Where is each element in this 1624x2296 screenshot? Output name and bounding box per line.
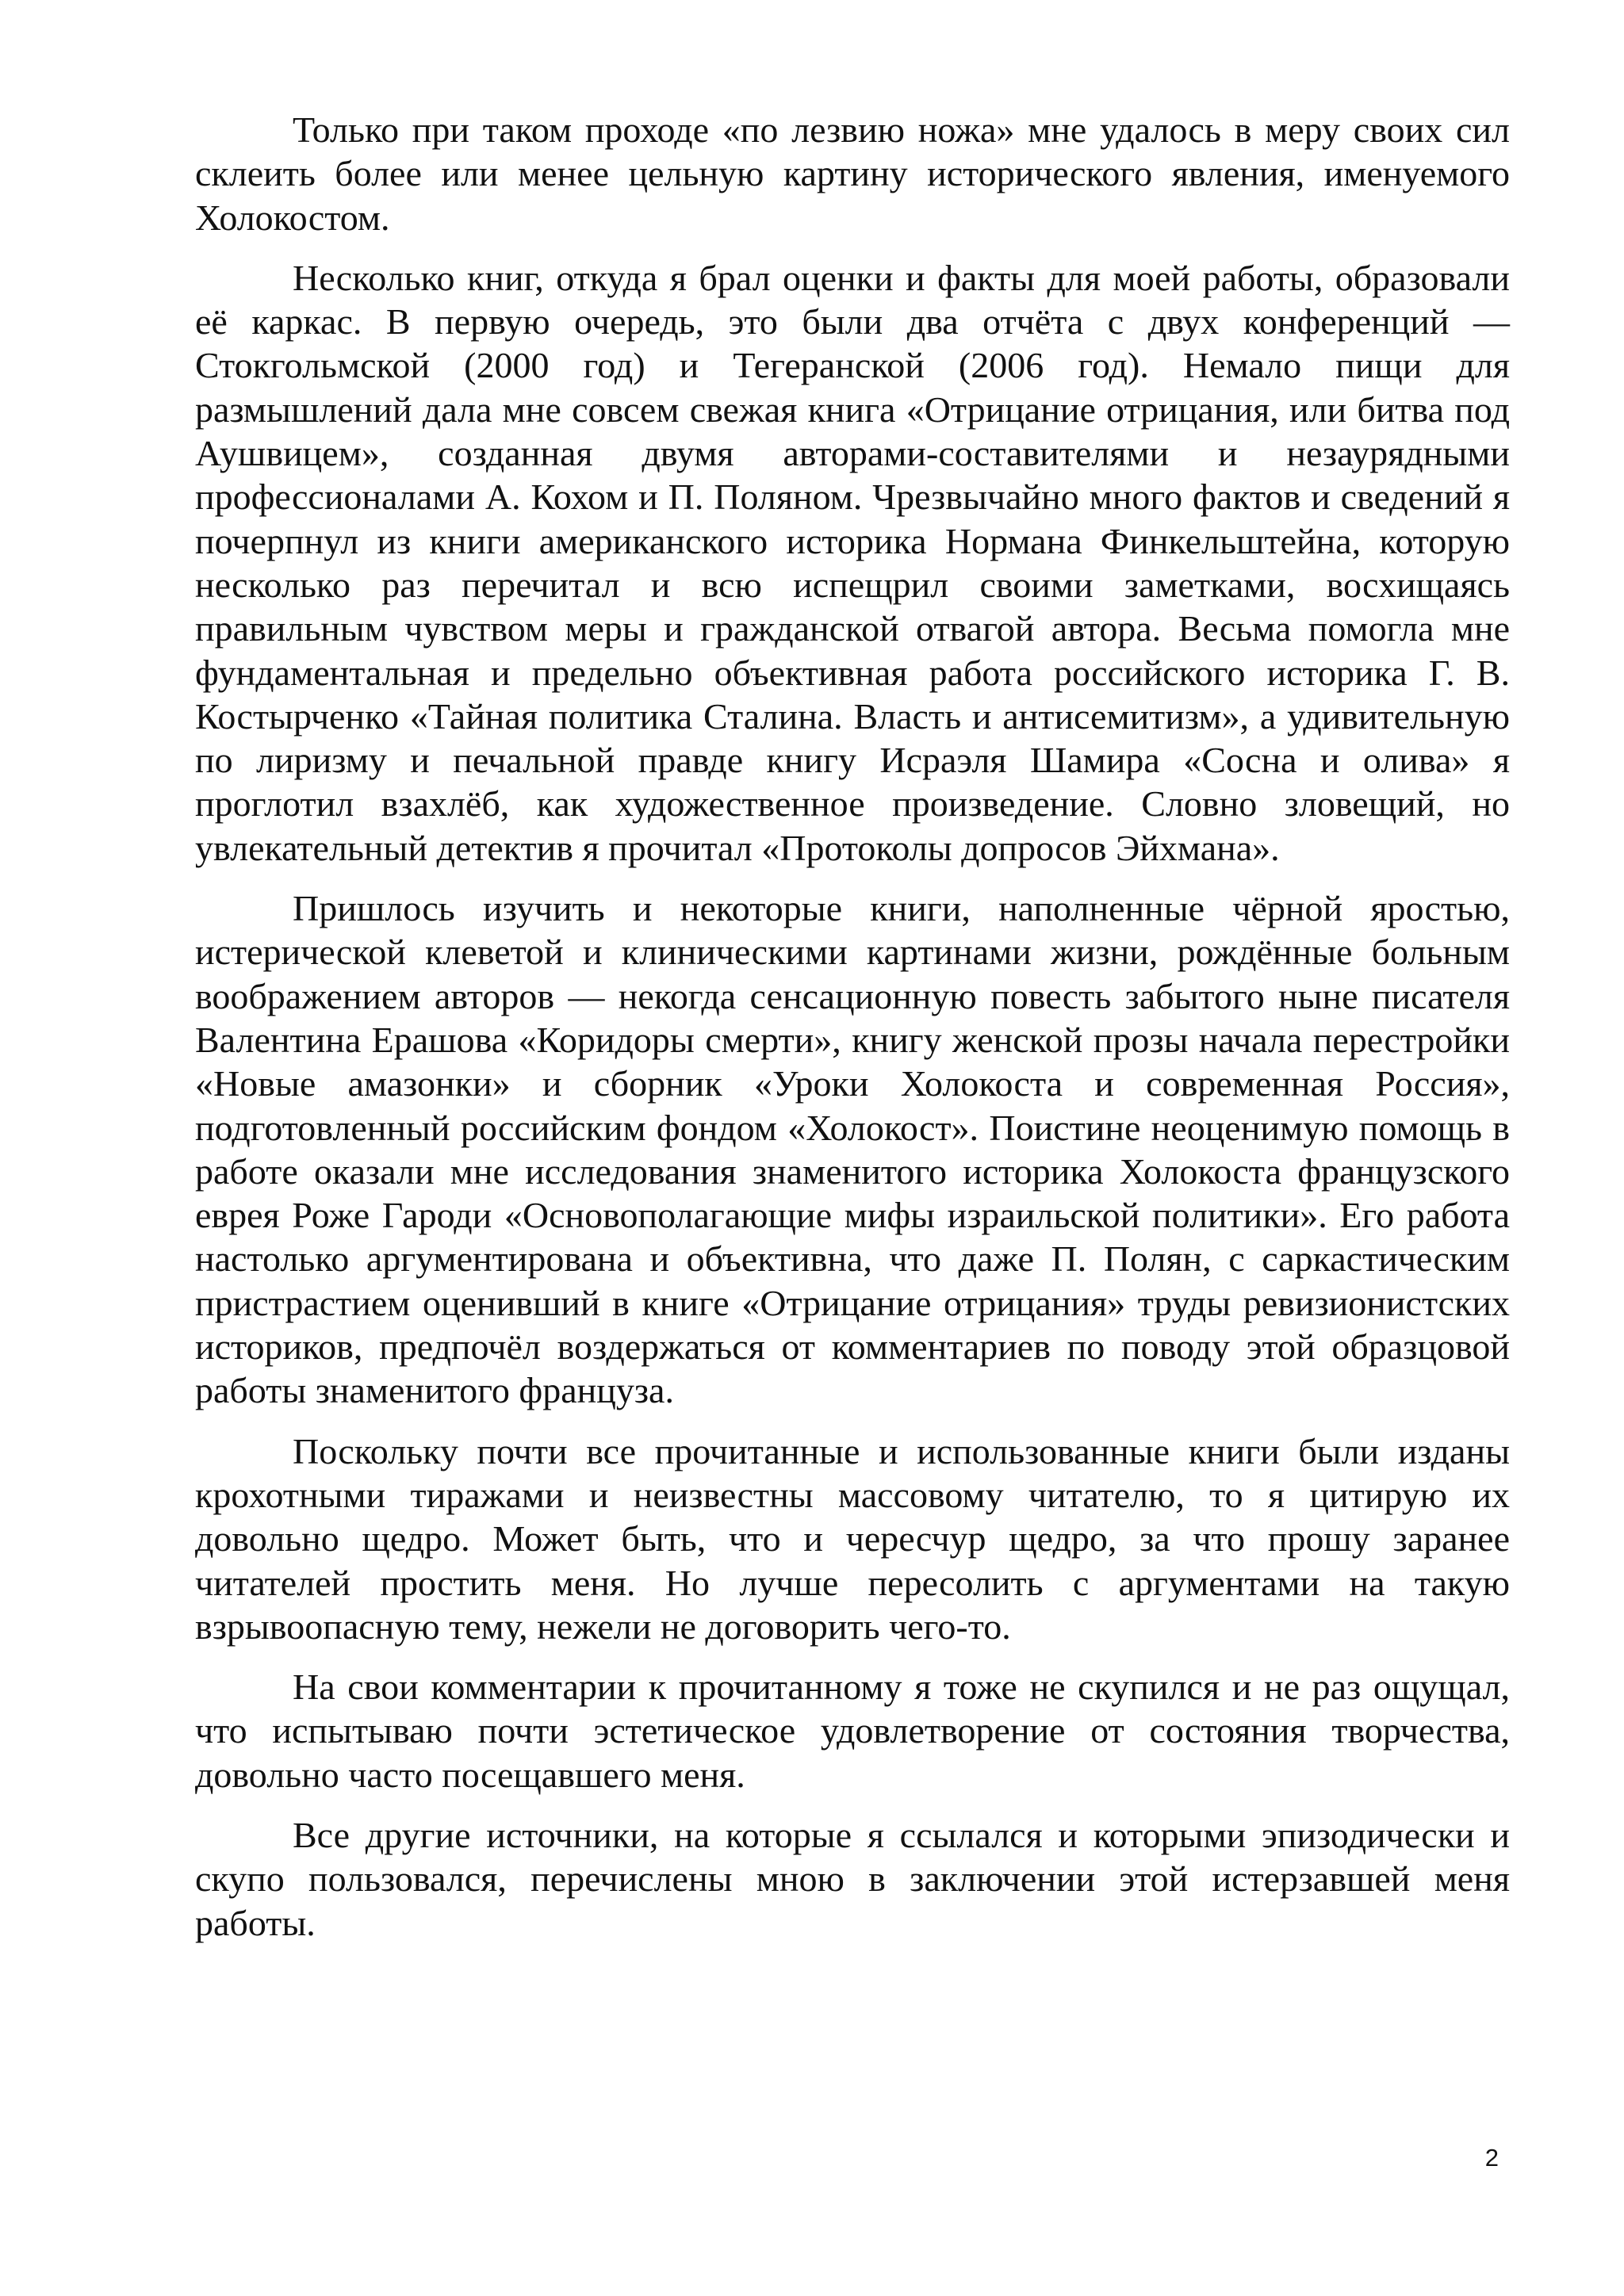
paragraph-1: Только при таком проходе «по лезвию ножа» мне удалось в меру своих сил склеить более или менее цельную картину исторического явления, именуемого Холокостом. (195, 109, 1510, 238)
page-number: 2 (1484, 2144, 1499, 2172)
paragraph-2: Несколько книг, откуда я брал оценки и факты для моей работы, образовали её каркас. В первую очередь, это были два отчёта с двух конференций — Стокгольмской (2000 год) и Тегеранской (2006 год). Немало пищи для размышлений дала мне совсем свежая книга «Отрицание отрицания, или битва под Аушвицем», созданная двумя авторами-составителями и незаурядными профессионалами А. Кохом и П. Поляном. Чрезвычайно много фактов и сведений я почерпнул из книги американского историка Нормана Финкельштейна, которую несколько раз перечитал и всю испещрил своими заметками, восхищаясь правильным чувством меры и гражданской отвагой автора. Весьма помогла мне фундаментальная и предельно объективная работа российского историка Г. В. Костырченко «Тайная политика Сталина. Власть и антисемитизм», а удивительную по лиризму и печальной правде книгу Исраэля Шамира «Сосна и олива» я проглотил взахлёб, как художественное произведение. Словно зловещий, но увлекательный детектив я прочитал «Протоколы допросов Эйхмана». (195, 257, 1510, 868)
paragraph-4: Поскольку почти все прочитанные и использованные книги были изданы крохотными тиражами и неизвестны массовому читателю, то я цитирую их довольно щедро. Может быть, что и чересчур щедро, за что прошу заранее читателей простить меня. Но лучше пересолить с аргументами на такую взрывоопасную тему, нежели не договорить чего-то. (195, 1430, 1510, 1647)
paragraph-5: На свои комментарии к прочитанному я тоже не скупился и не раз ощущал, что испытываю почти эстетическое удовлетворение от состояния творчества, довольно часто посещавшего меня. (195, 1667, 1510, 1795)
body-text (195, 108, 1510, 1945)
paragraph-3: Пришлось изучить и некоторые книги, наполненные чёрной яростью, истерической клеветой и клиническими картинами жизни, рождённые больным воображением авторов — некогда сенсационную повесть забытого ныне писателя Валентина Ерашова «Коридоры смерти», книгу женской прозы начала перестройки «Новые амазонки» и сборник «Уроки Холокоста и современная Россия», подготовленный российским фондом «Холокост». Поистине неоценимую помощь в работе оказали мне исследования знаменитого историка Холокоста французского еврея Роже Гароди «Основополагающие мифы израильской политики». Его работа настолько аргументирована и объективна, что даже П. Полян, с саркастическим пристрастием оценивший в книге «Отрицание отрицания» труды ревизионистских историков, предпочёл воздержаться от комментариев по поводу этой образцовой работы знаменитого француза. (195, 888, 1510, 1411)
paragraph-6: Все другие источники, на которые я ссылался и которыми эпизодически и скупо пользовался, перечислены мною в заключении этой истерзавшей меня работы. (195, 1814, 1510, 1943)
